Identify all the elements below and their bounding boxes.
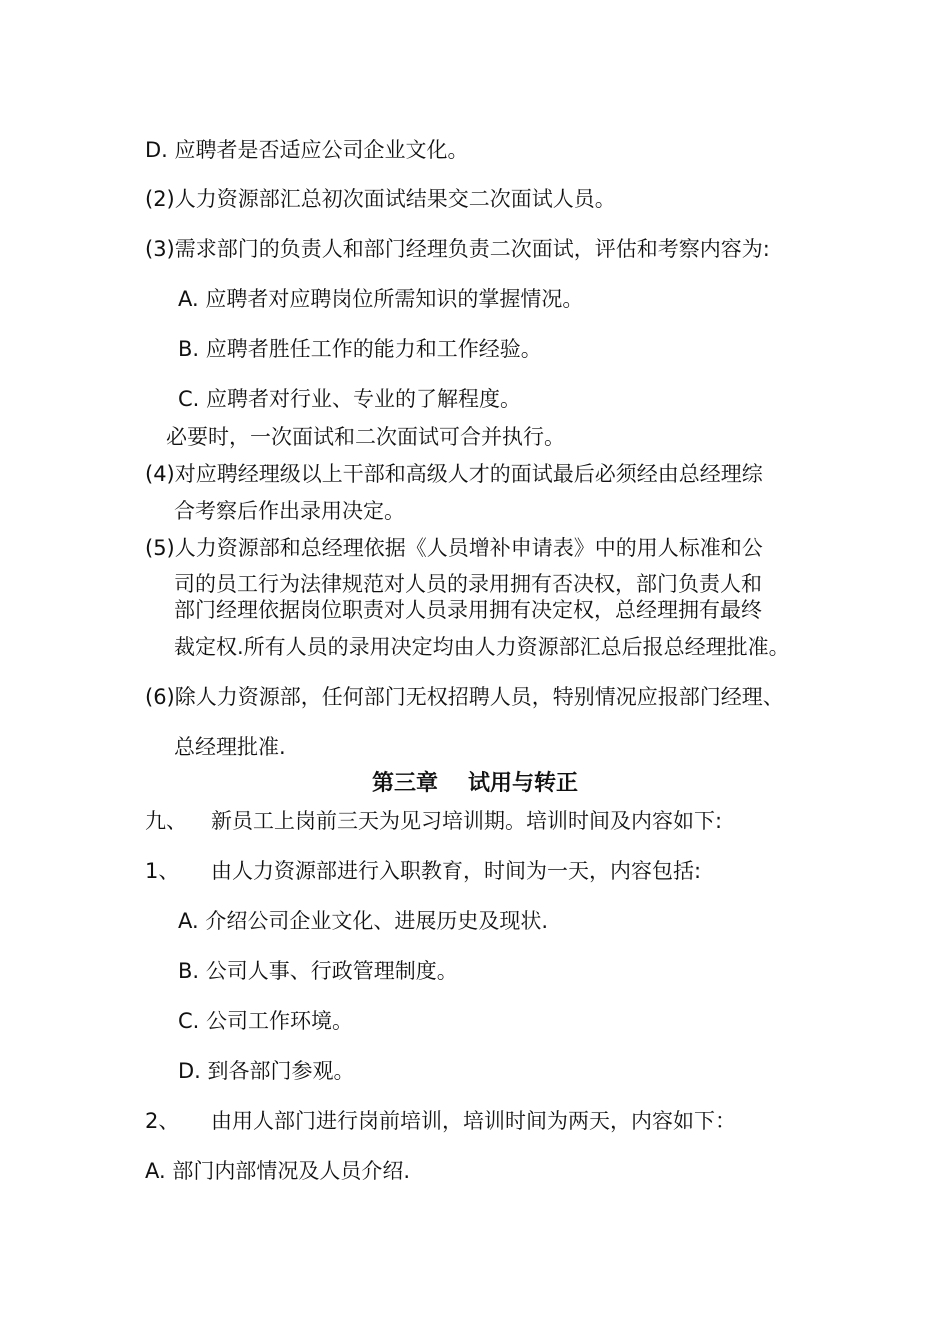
item-5-continuation-3 [174, 634, 790, 660]
item-label: A. [178, 287, 199, 311]
item-5 [145, 535, 763, 561]
step-2-a [145, 1158, 410, 1184]
item-text: 部门内部情况及人员介绍. [172, 1159, 411, 1183]
item-label: (4) [145, 462, 175, 486]
step-1-a [178, 908, 548, 934]
item-4-continuation [174, 498, 405, 524]
item-text: 对应聘经理级以上干部和高级人才的面试最后必须经由总经理综 [174, 462, 763, 486]
item-text: 到各部门参观。 [207, 1059, 355, 1083]
item-4 [145, 461, 763, 487]
item-label: C. [178, 387, 200, 411]
item-label: 1、 [145, 859, 180, 883]
subitem-b [178, 336, 542, 362]
chapter-title: 试用与转正 [468, 771, 579, 796]
item-text: 介绍公司企业文化、进展历史及现状. [205, 909, 549, 933]
item-5-continuation-1 [174, 571, 762, 597]
item-text: 需求部门的负责人和部门经理负责二次面试，评估和考察内容为: [174, 237, 770, 261]
subitem-c [178, 386, 521, 412]
item-label: C. [178, 1009, 200, 1033]
item-text: 总经理批准. [174, 735, 286, 759]
item-text: 公司工作环境。 [206, 1009, 354, 1033]
step-1 [145, 858, 701, 884]
item-text: 应聘者是否适应公司企业文化。 [174, 138, 469, 162]
item-label: (5) [145, 536, 175, 560]
item-label: A. [145, 1159, 166, 1183]
item-text: 人力资源部和总经理依据《人员增补申请表》中的用人标准和公 [174, 536, 763, 560]
item-text: 由人力资源部进行入职教育，时间为一天，内容包括: [211, 859, 702, 883]
item-text: 裁定权.所有人员的录用决定均由人力资源部汇总后报总经理批准。 [174, 635, 790, 659]
item-label: A. [178, 909, 199, 933]
item-3 [145, 236, 770, 262]
item-2 [145, 186, 616, 212]
item-label: (3) [145, 237, 175, 261]
item-text: 公司人事、行政管理制度。 [205, 959, 458, 983]
item-label: 2、 [145, 1109, 180, 1133]
item-label: B. [178, 959, 200, 983]
item-label: D. [178, 1059, 201, 1083]
item-label: D. [145, 138, 168, 162]
note-merge-interviews [166, 424, 565, 450]
item-label: (2) [145, 187, 175, 211]
item-text: 应聘者胜任工作的能力和工作经验。 [205, 337, 542, 361]
step-2 [145, 1108, 736, 1134]
chapter-heading [0, 770, 950, 798]
item-d-culture-fit [145, 137, 469, 163]
item-text: 除人力资源部，任何部门无权招聘人员，特别情况应报部门经理、 [174, 685, 784, 709]
step-1-b [178, 958, 458, 984]
chapter-number: 第三章 [371, 771, 438, 796]
item-text: 由用人部门进行岗前培训，培训时间为两天，内容如下： [211, 1109, 736, 1133]
item-text: 司的员工行为法律规范对人员的录用拥有否决权，部门负责人和 [174, 572, 762, 596]
item-text: 新员工上岗前三天为见习培训期。培训时间及内容如下: [211, 809, 723, 833]
item-text: 必要时，一次面试和二次面试可合并执行。 [166, 425, 565, 449]
item-5-continuation-2 [174, 597, 762, 623]
subitem-a [178, 286, 583, 312]
item-label: B. [178, 337, 200, 361]
item-label: 九、 [145, 809, 187, 833]
section-nine [145, 808, 722, 834]
item-text: 应聘者对应聘岗位所需知识的掌握情况。 [205, 287, 584, 311]
item-text: 合考察后作出录用决定。 [174, 499, 405, 523]
step-1-c [178, 1008, 353, 1034]
item-text: 人力资源部汇总初次面试结果交二次面试人员。 [174, 187, 616, 211]
step-1-d [178, 1058, 355, 1084]
item-label: (6) [145, 685, 175, 709]
item-text: 部门经理依据岗位职责对人员录用拥有决定权，总经理拥有最终 [174, 598, 762, 622]
item-text: 应聘者对行业、专业的了解程度。 [206, 387, 522, 411]
item-6 [145, 684, 784, 710]
item-6-continuation [174, 734, 286, 760]
